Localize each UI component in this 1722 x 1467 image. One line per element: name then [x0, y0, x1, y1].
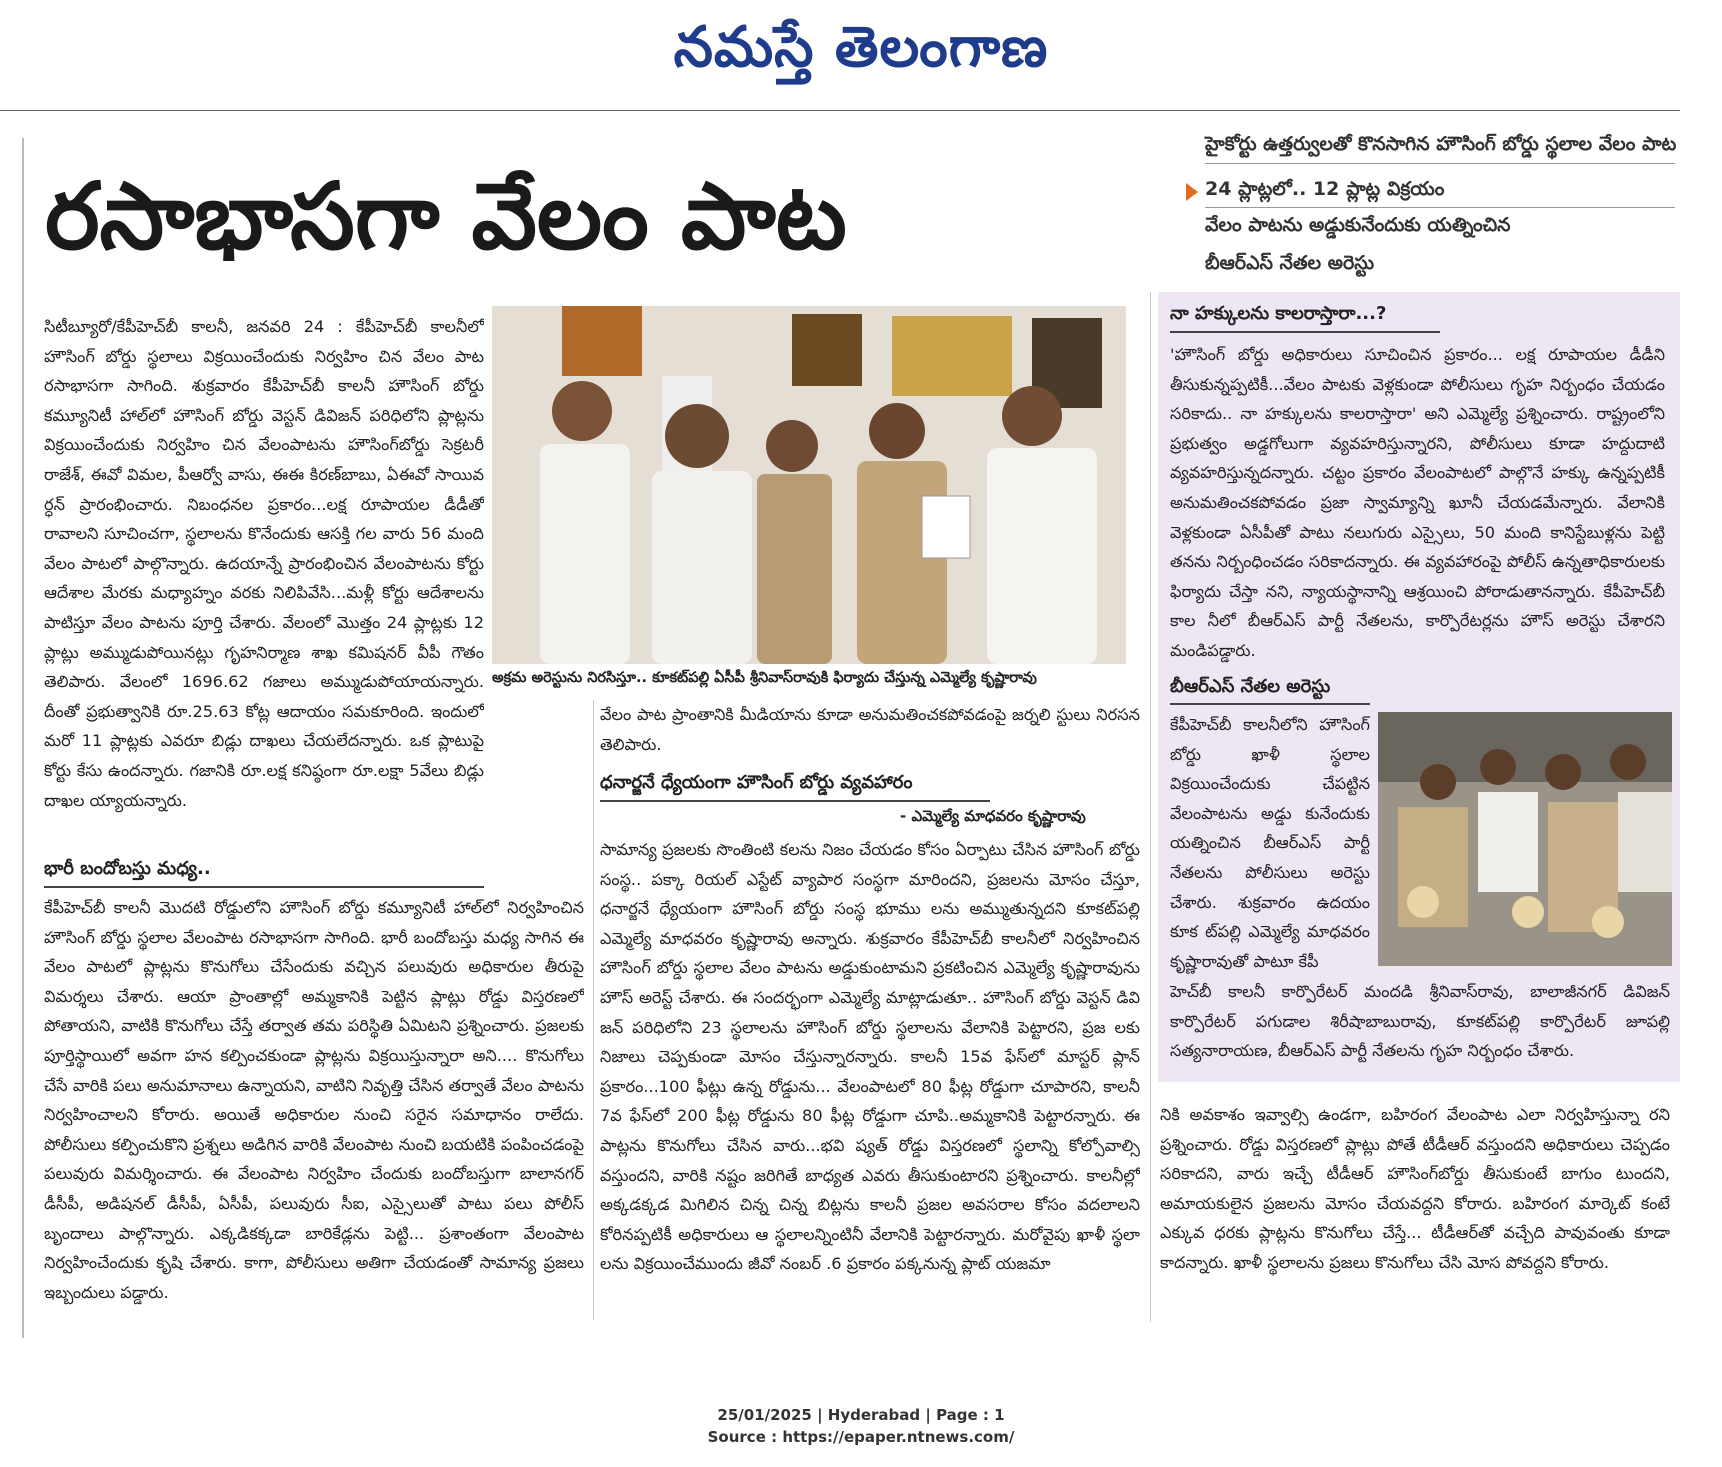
masthead [0, 0, 1722, 110]
photo-brs-arrest-image [1378, 712, 1672, 966]
column-divider [593, 700, 594, 1320]
subhead-security: భారీ బందోబస్తు మధ్య.. [44, 858, 211, 879]
deck-line-3a: వేలం పాటను అడ్డుకునేందుకు యత్నించిన [1205, 214, 1511, 236]
headline: రసాభాసగా వేలం పాట [45, 162, 847, 270]
deck-line-2: 24 ప్లాట్లలో.. 12 ప్లాట్ల విక్రయం [1205, 178, 1445, 200]
subhead-underline [1170, 703, 1370, 705]
deck-line-1: హైకోర్టు ఉత్తర్వులతో కొనసాగిన హౌసింగ్ బోర్డు స్థలాల వేలం పాట [1205, 133, 1677, 155]
lead-paragraph: సిటీబ్యూరో/కేపీహెచ్‌బీ కాలనీ, జనవరి 24 : కేపీహెచ్‌బీ కాలనీలో హౌసింగ్ బోర్డు స్థలాలు విక్రయించేందుకు నిర్వహిం చిన వేలం పాట రసాభాసగా సాగింది. శుక్రవారం కేపీహెచ్‌బీ కాలనీ హౌసింగ్ బోర్డు కమ్యూనిటీ హాల్‌లో హౌసింగ్ బోర్డు వెస్టన్ డివిజన్ పరిధిలోని ప్లాట్లను విక్రయించేందుకు నిర్వహిం చిన వేలంపాటను హౌసింగ్‌బోర్డు సెక్రటరీ రాజేశ్, ఈవో విమల, పీఆర్వో వాసు, ఈఈ కిరణ్‌బాబు, ఏఈవో సాయివ ర్ధన్ ప్రారంభించారు. నిబంధనల ప్రకారం...లక్ష రూపాయల డీడీతో రావాలని సూచించగా, స్థలాలను కొనేందుకు ఆసక్తి గల వారు 56 మంది వేలం పాటలో పాల్గొన్నారు. ఉదయాన్నే ప్రారంభించిన వేలంపాటను కోర్టు ఆదేశాల మేరకు మధ్యాహ్నం వరకు నిలిపివేసి...మళ్లీ కోర్టు ఆదేశాలను పాటిస్తూ వేలం పాటను పూర్తి చేశారు. వేలంలో మొత్తం 24 ప్లాట్లకు 12 ప్లాట్లు అమ్ముడుపోయినట్లు గృహనిర్మాణ శాఖ కమిషనర్ వీపీ గౌతం తెలిపారు. వేలంలో 1696.62 గజాలు అమ్ముడుపోయాయన్నారు. దీంతో ప్రభుత్వానికి రూ.25.63 కోట్ల ఆదాయం సమకూరింది. ఇందులో మరో 11 ప్లాట్లకు ఎవరూ బిడ్లు దాఖలు చేయలేదన్నారు. ఒక ప్లాటుపై కోర్టు కేసు ఉందన్నారు. గజానికి రూ.లక్ష కనిష్ఠంగా రూ.లక్షా 5వేలు బిడ్లు దాఖల య్యాయన్నారు. [44, 317, 484, 810]
article-body-col2: సామాన్య ప్రజలకు సొంతింటి కలను నిజం చేయడం కోసం ఏర్పాటు చేసిన హౌసింగ్ బోర్డు సంస్థ.. పక్కా రియల్ ఎస్టేట్ వ్యాపార సంస్థగా మారిందని, ప్రజలను మోసం చేస్తూ, ధనార్జనే ధ్యేయంగా హౌసింగ్ బోర్డు సంస్థ భూము లను అమ్ముతున్నదని కూకట్‌పల్లి ఎమ్మెల్యే మాధవరం కృష్ణారావు అన్నారు. శుక్రవారం కేపీహెచ్‌బీ కాలనీలో నిర్వహించిన హౌసింగ్ బోర్డు స్థలాల వేలం పాటను అడ్డుకుంటామని ప్రకటించిన ఎమ్మెల్యే కృష్ణారావును హౌస్ అరెస్ట్ చేశారు. ఈ సందర్భంగా ఎమ్మెల్యే మాట్లాడుతూ.. హౌసింగ్ బోర్డు వెస్టన్ డివి జన్ పరిధిలోని 23 స్థలాలను హౌసింగ్ బోర్డు స్థలాలను వేలానికి పెట్టారని, ప్రజ లకు నిజాలు చెప్పకుండా మోసం చేస్తున్నారన్నారు. కాలనీ 15వ ఫేస్‌లో మాస్టర్ ప్లాన్ ప్రకారం...100 ఫీట్లు ఉన్న రోడ్డును... వేలంపాటలో 80 ఫీట్ల రోడ్డుగా చూపారని, కాలనీ 7వ ఫేస్‌లో 200 ఫీట్ల రోడ్డును 80 ఫీట్ల రోడ్డుగా చూపి..అమ్మకానికి పెట్టారన్నారు. ఈ పాట్లను కొనుగోలు చేసిన వారు...భవి ష్యత్ రోడ్డు విస్తరణలో స్థలాన్ని కోల్పోవాల్సి వస్తుందని, వారికి నష్టం జరిగితే బాధ్యత ఎవరు తీసుకుంటారని ప్రశ్నించారు. కాలనీల్లో అక్కడక్కడ మిగిలిన చిన్న చిన్న బిట్లను కాలనీ ప్రజల అవసరాల కోసం వదలాలని కోరినప్పటికీ అధికారులు ఆ స్థలాలన్నింటినీ వేలానికి పెట్టారన్నారు. మరోవైపు ఖాళీ స్థలా లను విక్రయించేముందు జీవో నంబర్ .6 ప్రకారం పక్కనున్న ప్లాట్ యజమా [600, 840, 1140, 1274]
photo-mla-complaint [492, 306, 1126, 664]
column-divider [1150, 292, 1151, 1322]
newspaper-logo: నమస్తే తెలంగాణ [673, 14, 1049, 80]
photo-brs-arrest [1378, 712, 1672, 966]
sidebar-arrest-body: కేపీహెచ్‌బీ కాలనీలోని హౌసింగ్ బోర్డు ఖాళీ స్థలాల విక్రయించేందుకు చేపట్టిన వేలంపాటను అడ్డు కునేందుకు యత్నించిన బీఆర్ఎస్ పార్టీ నేతలను పోలీసులు అరెస్టు చేశారు. శుక్రవారం ఉదయం కూక ట్‌పల్లి ఎమ్మెల్యే మాధవరం కృష్ణారావుతో పాటూ కేపీ [1170, 715, 1370, 971]
subhead-housing-board: ధనార్జనే ధ్యేయంగా హౌసింగ్ బోర్డు వ్యవహారం [600, 772, 913, 793]
photo-caption: అక్రమ అరెస్టును నిరసిస్తూ.. కూకట్‌పల్లి ఏసీపీ శ్రీనివాస్‌రావుకి ఫిర్యాదు చేస్తున్న ఎమ్మెల్యే కృష్ణారావు [492, 670, 1037, 686]
deck-divider [1205, 207, 1675, 208]
article-body-col3: నికి అవకాశం ఇవ్వాల్సి ఉండగా, బహిరంగ వేలంపాట ఎలా నిర్వహిస్తున్నా రని ప్రశ్నించారు. రోడ్డు విస్తరణలో ప్లాట్లు పోతే టీడీఆర్ వస్తుందని అధికారులు చెప్పడం సరికాదని, వారు ఇచ్చే టీడీఆర్ హౌసింగ్‌బోర్డు తీసుకుంటే బాగుం టుందని, అమాయకులైన ప్రజలను మోసం చేయవద్దని కోరారు. బహిరంగ మార్కెట్ కంటే ఎక్కువ ధరకు ప్లాట్లను కొనుగోలు చేస్తే... టీడీఆర్‌తో వచ్చేది పావువంతు కూడా కాదన్నారు. ఖాళీ స్థలాలను ప్రజలు కొనుగోలు చేసి మోస పోవద్దని కోరారు. [1160, 1105, 1670, 1272]
subhead-underline [1170, 331, 1440, 333]
deck-arrow-icon [1186, 183, 1198, 201]
footer-date-page: 25/01/2025 | Hyderabad | Page : 1 [717, 1406, 1005, 1424]
sidebar-arrest-body-cont: హెచ్‌బీ కాలనీ కార్పొరేటర్ మందడి శ్రీనివాస్‌రావు, బాలాజీనగర్ డివిజన్ కార్పొరేటర్ పగుడాల శిరీషాబాబురావు, కూకట్‌పల్లి కార్పొరేటర్ జూపల్లి సత్యనారాయణ, బీఆర్ఎస్ పార్టీ నేతలను గృహ నిర్బంధం చేశారు. [1170, 982, 1670, 1061]
subhead-rights: నా హక్కులను కాలరాస్తారా...? [1170, 303, 1387, 324]
subhead-underline [600, 800, 990, 802]
deck-divider [1205, 163, 1675, 164]
photo-mla-complaint-image [492, 306, 1126, 664]
sidebar-body: 'హౌసింగ్ బోర్డు అధికారులు సూచించిన ప్రకారం... లక్ష రూపాయల డీడీని తీసుకున్నప్పటికీ...వేలం పాటకు వెళ్లకుండా పోలీసులు గృహ నిర్బంధం చేయడం సరికాదు.. నా హక్కులను కాలరాస్తారా' అని ఎమ్మెల్యే ప్రశ్నించారు. రాష్ట్రంలోని ప్రభుత్వం అడ్డగోలుగా వ్యవహరిస్తున్నారని, పోలీసులు కూడా హద్దుదాటి వ్యవహరిస్తున్నదన్నారు. చట్టం ప్రకారం వేలంపాటలో పాల్గొనే హక్కు ఉన్నప్పటికీ అనుమతించకపోవడం ప్రజా స్వామ్యాన్ని ఖూనీ చేయడమేన్నారు. వేలానికి వెళ్లకుండా ఏసీపీతో పాటు నలుగురు ఎస్సైలు, 50 మంది కానిస్టేబుళ్లను పెట్టి తనను నిర్బంధించడం సరికాదన్నారు. ఈ వ్యవహారంపై పోలీస్ ఉన్నతాధికారులకు ఫిర్యాదు చేస్తా నని, న్యాయస్థానాన్ని ఆశ్రయించి పోరాడుతానన్నారు. కేపీహెచ్‌బీ కాల నీలో బీఆర్ఎస్ పార్టీ నేతలను, కార్పొరేటర్లను హౌస్ అరెస్టు చేశారని మండిపడ్డారు. [1170, 345, 1665, 660]
article-continuation: వేలం పాట ప్రాంతానికి మీడియాను కూడా అనుమతించకపోవడంపై జర్నలి స్టులు నిరసన తెలిపారు. [600, 705, 1140, 754]
footer-source: Source : https://epaper.ntnews.com/ [707, 1428, 1015, 1446]
masthead-divider [0, 110, 1680, 111]
byline: - ఎమ్మెల్యే మాధవరం కృష్ణారావు [900, 807, 1086, 825]
article-body-col1: కేపీహెచ్‌బీ కాలనీ మొదటి రోడ్డులోని హౌసింగ్ బోర్డు కమ్యూనిటీ హాల్‌లో నిర్వహించిన హౌసింగ్ బోర్డు స్థలాల వేలంపాట రసాభాసగా సాగింది. భారీ బందోబస్తు మధ్య సాగిన ఈ వేలం పాటలో ప్లాట్లను కొనుగోలు చేసేందుకు వచ్చిన పలువురు అధికారుల తీరుపై విమర్శలు చేశారు. ఆయా ప్రాంతాల్లో అమ్మకానికి పెట్టిన ప్లాట్లు రోడ్డు విస్తరణలో పోతాయని, వాటికి కొనుగోలు చేస్తే తర్వాత తమ పరిస్థితి ఏమిటని ప్రశ్నించారు. ప్రజలకు పూర్తిస్థాయిలో అవగా హన కల్పించకుండా ప్లాట్లను విక్రయిస్తున్నారా అని.... కొనుగోలు చేసే వారికి పలు అనుమానాలు ఉన్నాయని, వాటిని నివృత్తి చేసిన తర్వాతే వేలం పాటను నిర్వహించాలని కోరారు. అయితే అధికారుల నుంచి సరైన సమాధానం రాలేదు. పోలీసులు కల్పించుకొని ప్రశ్నలు అడిగిన వారికి వేలంపాట నుంచి బయటికి పంపించడంపై పలువురు విమర్శించారు. ఈ వేలంపాట నిర్వహిం చేందుకు బందోబస్తుగా బాలానగర్ డీసీపీ, అడిషనల్ డీసీపీ, ఏసీపీ, పలువురు సీఐ, ఎస్సైలుతో పాటు పలు పోలీస్ బృందాలు పాల్గొన్నారు. ఎక్కడికక్కడా బారికేడ్లను పెట్టి... ప్రశాంతంగా వేలంపాట నిర్వహించేందుకు కృషి చేశారు. కాగా, పోలీసులు అతిగా చేయడంతో సామాన్య ప్రజలు ఇబ్బందులు పడ్డారు. [44, 898, 584, 1302]
subhead-underline [44, 886, 484, 888]
deck-line-3b: బీఆర్ఎస్ నేతల అరెస్టు [1205, 252, 1375, 274]
subhead-arrest: బీఆర్ఎస్ నేతల అరెస్టు [1170, 676, 1331, 697]
left-margin-rule [22, 138, 24, 1338]
